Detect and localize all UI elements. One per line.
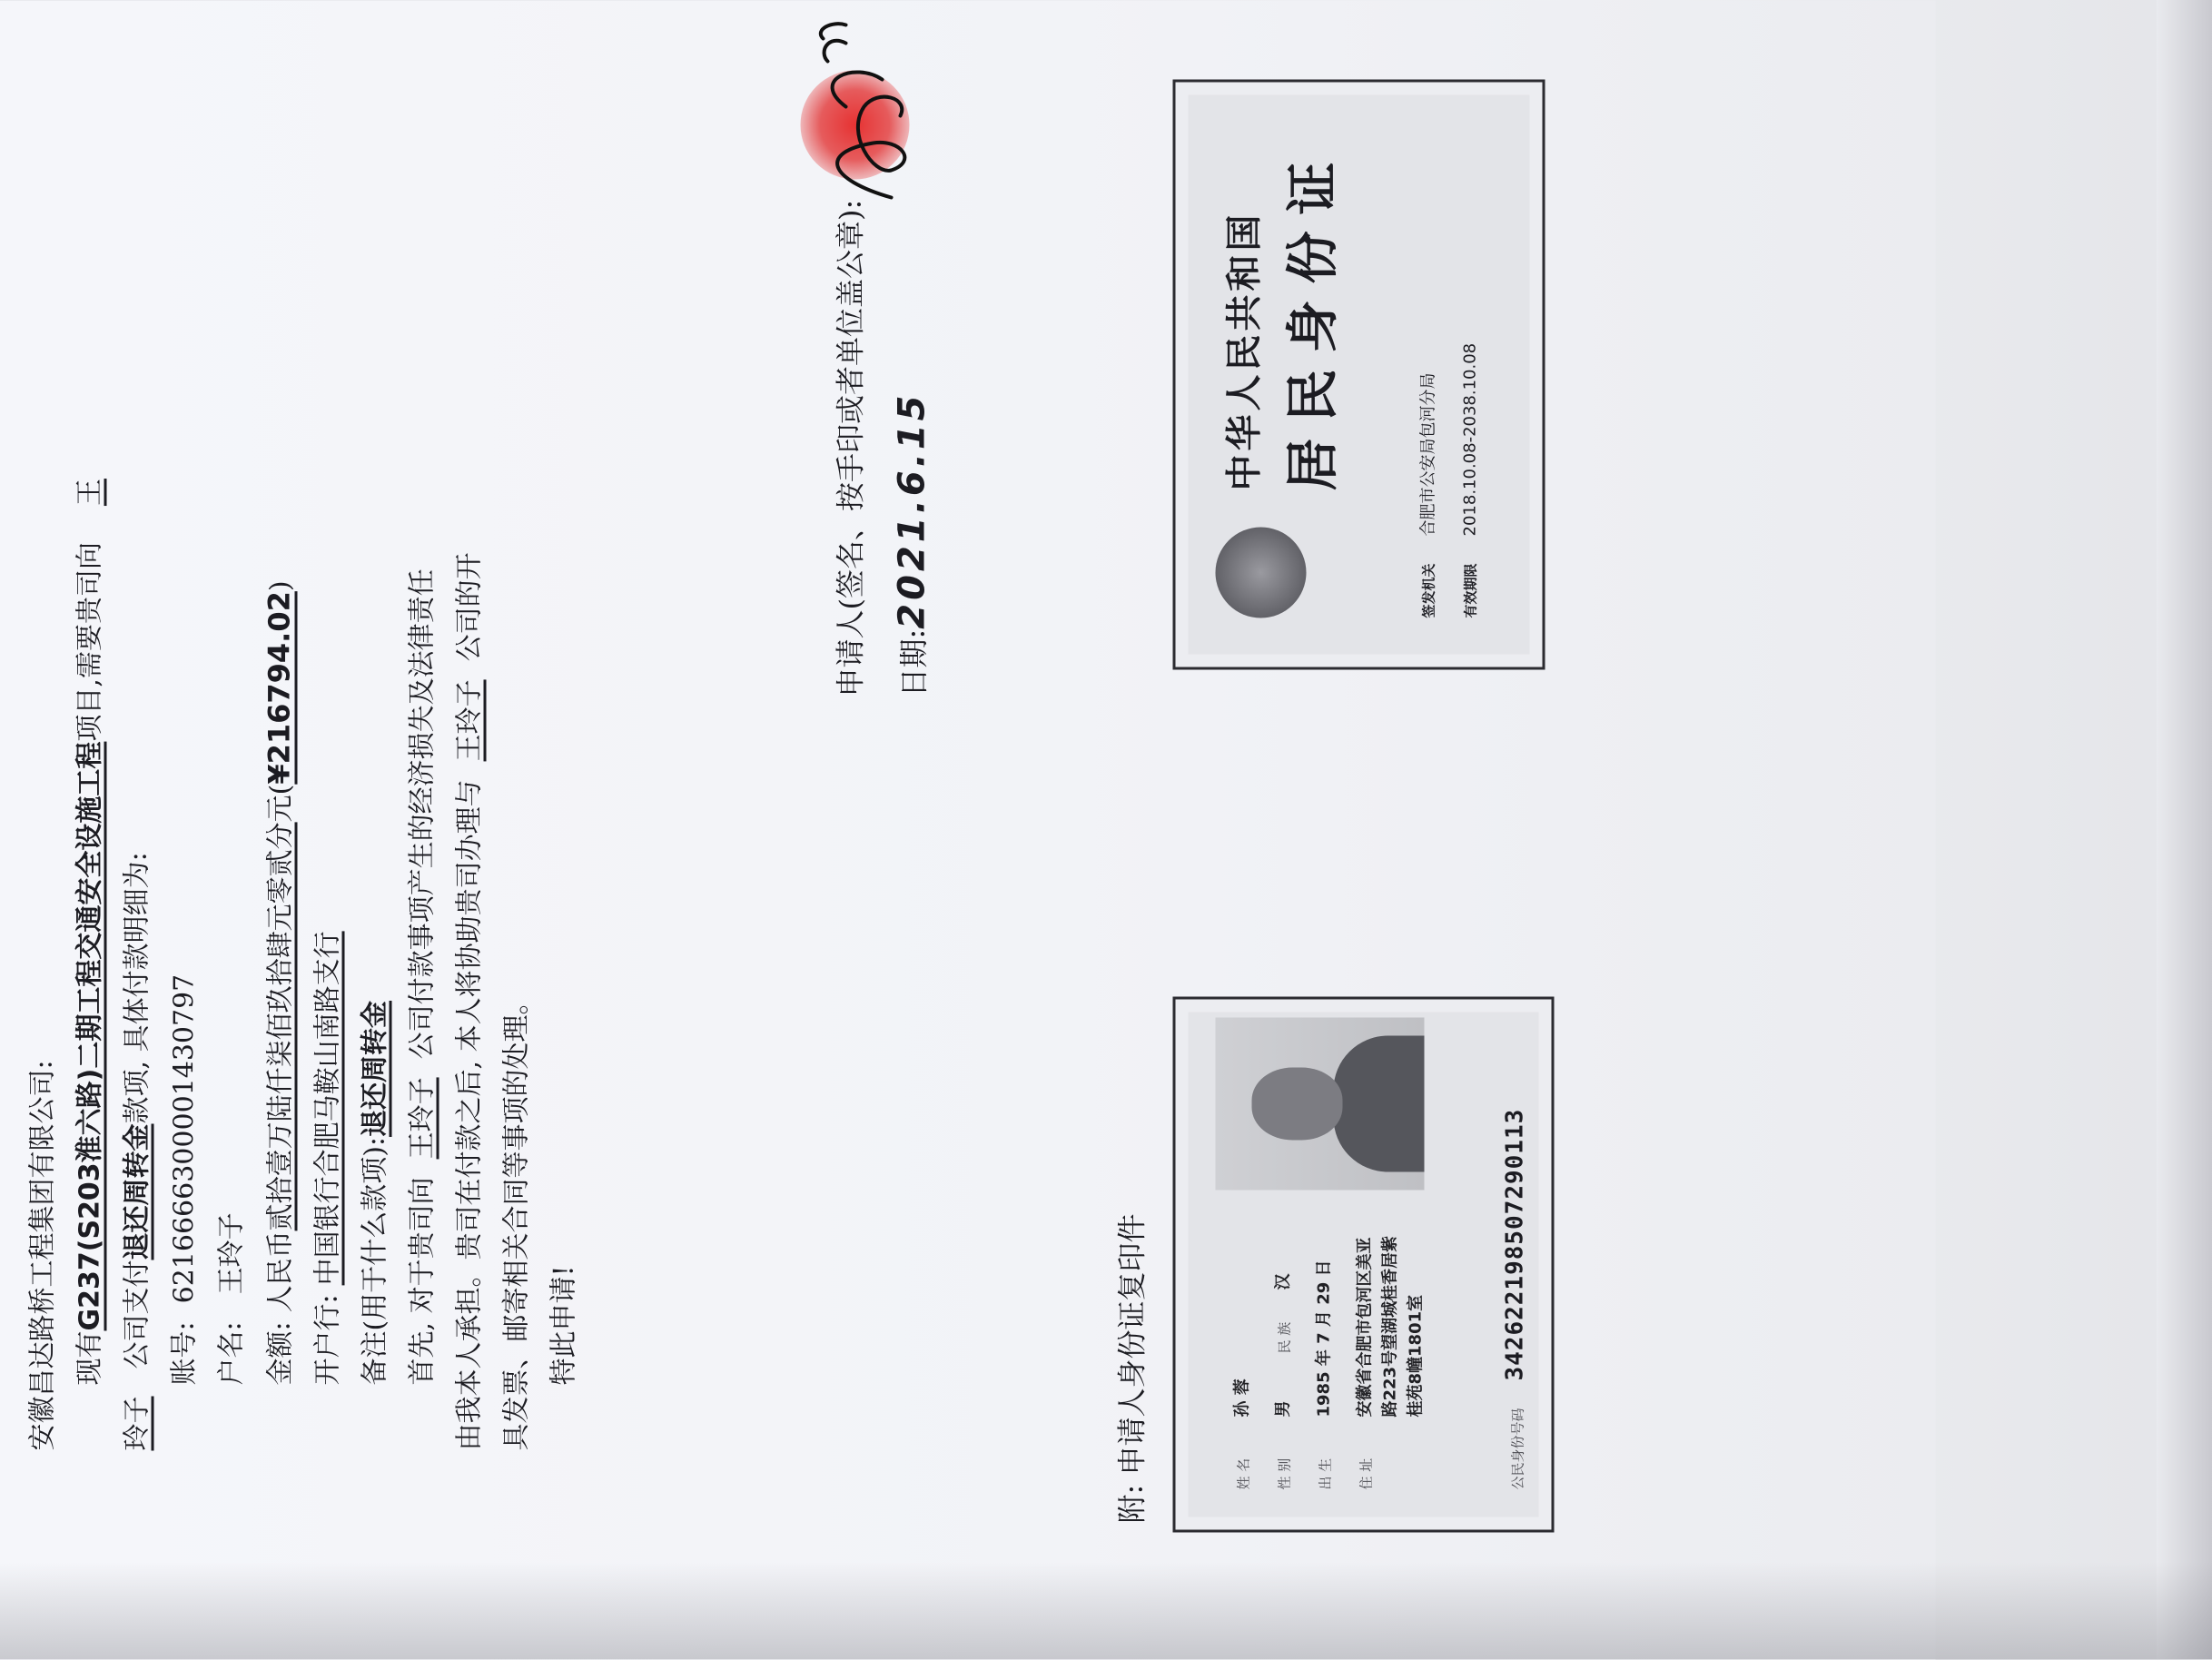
paragraph-3-line-2 [447,125,494,1451]
id-card-back [1173,80,1545,670]
id-birth: 1985 年 7 月 29 日 [1314,1260,1334,1418]
id-label-birth: 出 生 [1317,1457,1334,1490]
p1-prefix: 现有 [74,1330,106,1386]
portrait-body [1334,1036,1425,1172]
note-row [352,125,400,1451]
project-name: G237(S203淮六路)二期工程交通安全设施工程 [74,741,106,1331]
national-emblem-icon [1216,528,1307,618]
id-authority-label: 签发机关 [1420,563,1437,618]
id-validity-label: 有效期限 [1462,563,1479,618]
p3-first: 首先, 对于贵司向 [406,1177,439,1386]
portrait-head [1252,1068,1343,1141]
p3-line2b: 公司的开 [453,552,486,662]
id-label-ethnicity: 民 族 [1276,1321,1293,1354]
note-label: 备注(用于什么款项): [359,1136,391,1386]
id-back-title-1: 中华人民共和国 [1223,211,1266,491]
salutation: 安徽昌达路桥工程集团有限公司: [26,1060,59,1451]
id-authority: 合肥市公安局包河分局 [1418,372,1438,537]
closing: 特此申请! [548,1265,580,1386]
date-handwritten: 2021.6.15 [891,391,933,629]
amount-words: 贰拾壹万陆仟柒佰玖拾肆元零贰分 [264,822,297,1231]
amount-figure: ¥216794.02 [262,591,297,785]
p3-middle: 公司付款事项产生的经济损失及法律责任 [406,568,439,1060]
note-value: 退还周转金 [359,1000,391,1137]
date-row [892,391,933,697]
amount-row [256,125,305,1451]
paragraph-3-line-1 [400,125,447,1451]
p3-name-2: 王玲子 [453,679,486,762]
amount-prefix: 人民币 [264,1230,297,1313]
p1-suffix: 项目,需要贵司向 [74,542,106,742]
id-label-name: 姓 名 [1235,1457,1252,1490]
id-label-address: 住 址 [1358,1457,1375,1490]
p2-text1: 公司支付 [121,1260,153,1369]
id-portrait-photo [1216,1018,1425,1191]
id-number: 342622198507290113 [1501,1108,1529,1381]
id-validity: 2018.10.08-2038.10.08 [1460,342,1480,537]
id-address-line-1: 安徽省合肥市包河区美亚 [1355,1237,1375,1418]
id-authority-row [1416,372,1439,618]
account-name-value: 王玲子 [215,1212,248,1295]
handwritten-signature [792,7,937,216]
id-gender: 男 [1273,1400,1293,1418]
id-address-line-2: 路223号望湖城桂香居紫 [1380,1235,1400,1418]
applicant-label: 申请人(签名、按手印或者单位盖公章): [833,199,868,697]
account-number: 6216666300001430797 [168,973,201,1304]
paragraph-3-line-3: 具发票、邮寄相关合同等事项的处理。 [500,987,533,1451]
amount-close: ) [264,580,297,592]
account-label: 账号: [168,1321,201,1386]
p3-line2a: 由我本人承担。贵司在付款之后, 本人将协助贵司办理与 [453,779,486,1451]
bank-value: 中国银行合肥马鞍山南路支行 [311,931,344,1286]
p2-text2: 款项, 具体付款明细为: [121,852,153,1124]
id-label-gender: 性 别 [1276,1457,1293,1490]
amount-label: 金额: [264,1321,297,1386]
paragraph-2 [114,125,162,1451]
account-row [162,125,209,1451]
bank-label: 开户行: [311,1294,344,1386]
payee-part-1: 王 [74,479,106,507]
bottom-shadow [0,1562,2212,1659]
id-name: 孙 蓉 [1232,1378,1252,1418]
paragraph-1 [67,125,114,1451]
p3-name-1: 王玲子 [406,1077,439,1160]
id-address-line-3: 桂苑8幢1801室 [1406,1294,1426,1418]
amount-unit: 元( [264,784,297,823]
id-label-number: 公民身份号码 [1509,1408,1526,1490]
account-name-row [209,125,256,1451]
payment-purpose: 退还周转金 [121,1123,153,1260]
date-label: 日期: [896,628,932,697]
bank-row [305,125,352,1451]
id-card-back-inner [1189,95,1530,655]
document-page [0,1,1936,1660]
document-body [20,125,588,1451]
id-card-front [1173,997,1555,1533]
id-card-front-inner [1189,1013,1539,1517]
id-ethnicity: 汉 [1273,1273,1293,1290]
id-back-title-2: 居民身份证 [1281,145,1344,491]
payee-part-2: 玲子 [121,1396,153,1451]
attachment-note: 附: 申请人身份证复印件 [1114,1213,1150,1524]
id-validity-row [1461,343,1480,618]
table-edge [2157,0,2212,1659]
account-name-label: 户名: [215,1321,248,1386]
